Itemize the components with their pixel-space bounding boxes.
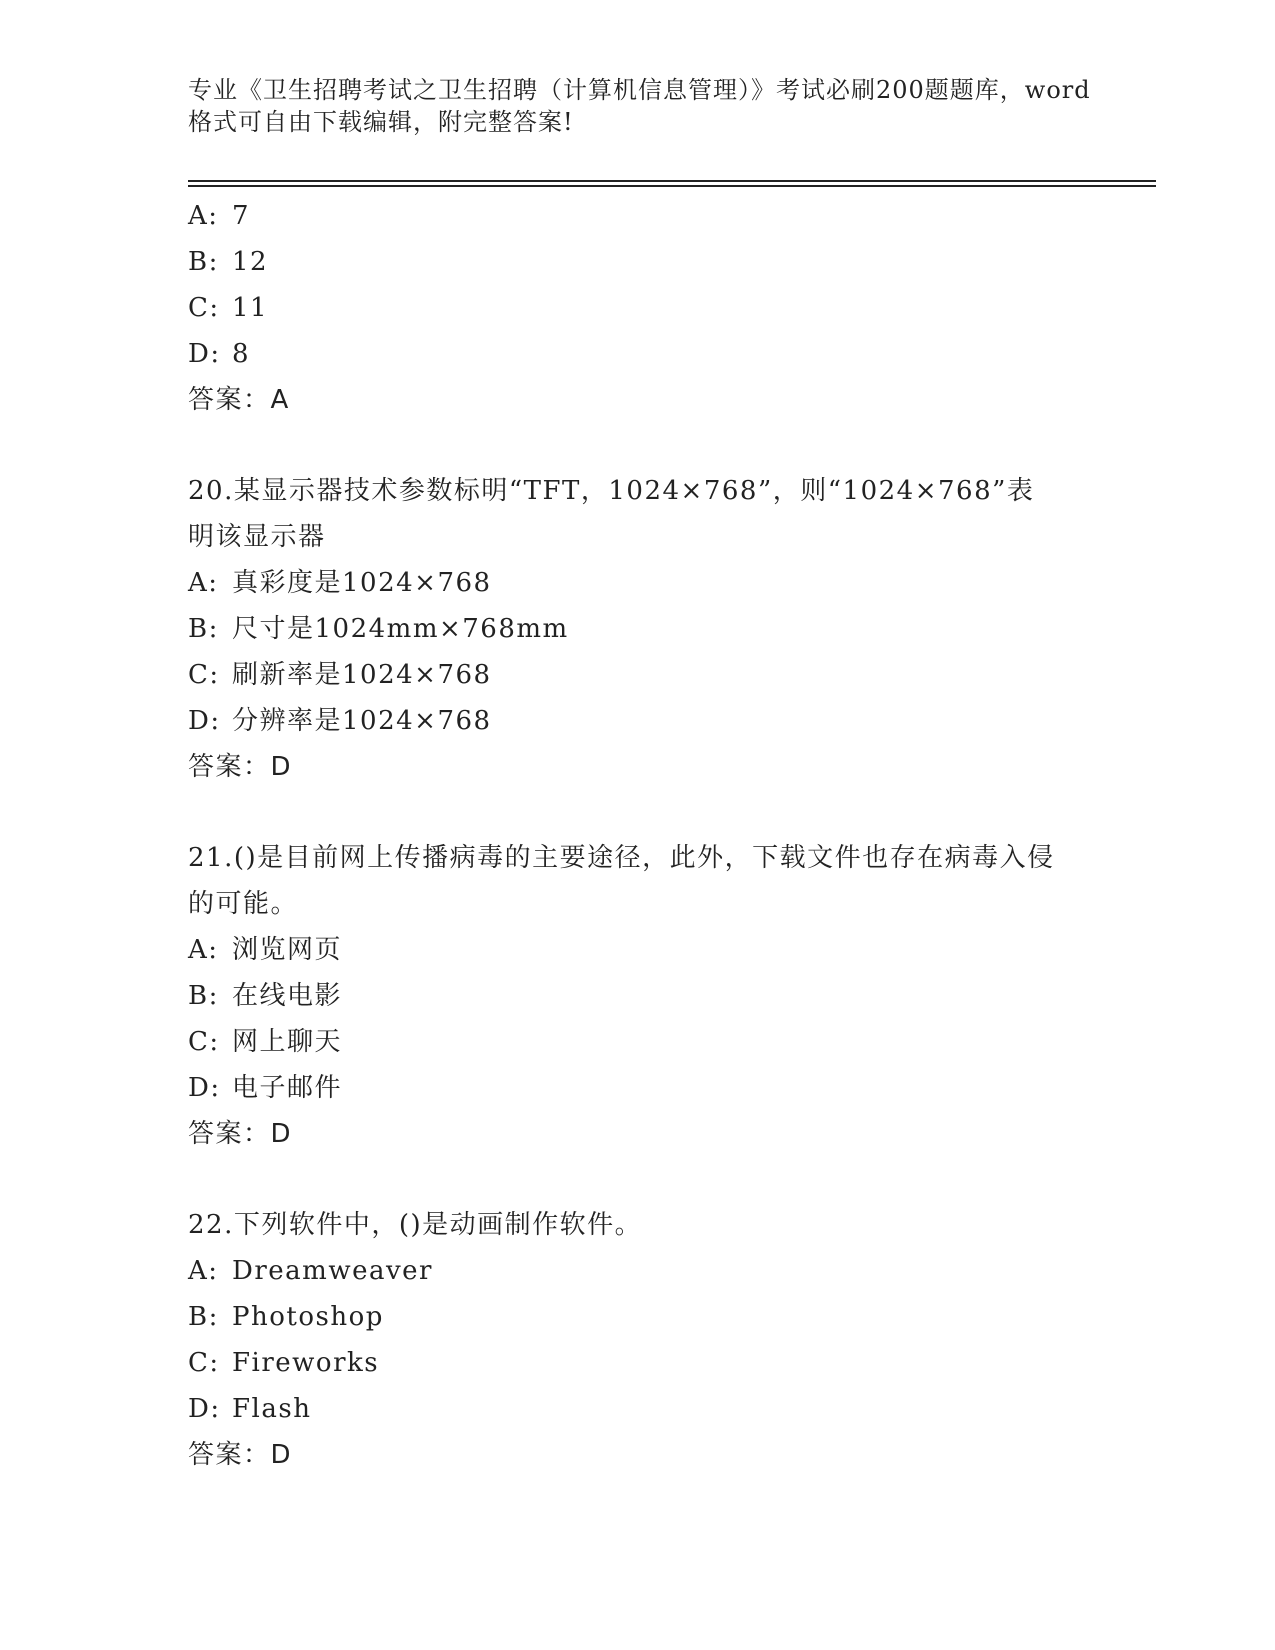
question-block (188, 835, 1088, 1157)
option-b: B: Photoshop (188, 1302, 384, 1332)
option-d: D: Flash (188, 1394, 312, 1424)
option-d: D: 8 (188, 339, 251, 369)
header-divider-bottom (188, 185, 1156, 187)
question-text: 21.()是目前网上传播病毒的主要途径，此外，下载文件也存在病毒入侵的可能。 (188, 843, 1055, 919)
option-a: A: 真彩度是1024×768 (188, 568, 492, 598)
option-b: B: 在线电影 (188, 981, 343, 1011)
option-c: C: Fireworks (188, 1348, 380, 1378)
answer-line: 答案：D (188, 752, 293, 782)
option-c: C: 11 (188, 293, 269, 323)
option-d: D: 电子邮件 (188, 1073, 343, 1103)
header-divider-top (188, 180, 1156, 182)
question-block (188, 1202, 1088, 1478)
answer-line: 答案：D (188, 1440, 293, 1470)
option-b: B: 尺寸是1024mm×768mm (188, 614, 569, 644)
answer-line: 答案：A (188, 385, 290, 415)
question-text: 22.下列软件中，()是动画制作软件。 (188, 1210, 643, 1240)
option-d: D: 分辨率是1024×768 (188, 706, 492, 736)
question-text: 20.某显示器技术参数标明“TFT，1024×768”，则“1024×768”表明该显示器 (188, 476, 1035, 552)
question-block (188, 468, 1088, 790)
answer-line: 答案：D (188, 1119, 293, 1149)
option-a: A: 浏览网页 (188, 935, 343, 965)
option-c: C: 刷新率是1024×768 (188, 660, 492, 690)
page-header: 专业《卫生招聘考试之卫生招聘（计算机信息管理）》考试必刷200题题库，word格式可自由下载编辑，附完整答案! (188, 76, 1091, 136)
option-a: A: Dreamweaver (188, 1256, 433, 1286)
option-a: A: 7 (188, 201, 251, 231)
question-block (188, 193, 1088, 423)
option-c: C: 网上聊天 (188, 1027, 343, 1057)
option-b: B: 12 (188, 247, 269, 277)
question-list (188, 193, 1088, 1478)
